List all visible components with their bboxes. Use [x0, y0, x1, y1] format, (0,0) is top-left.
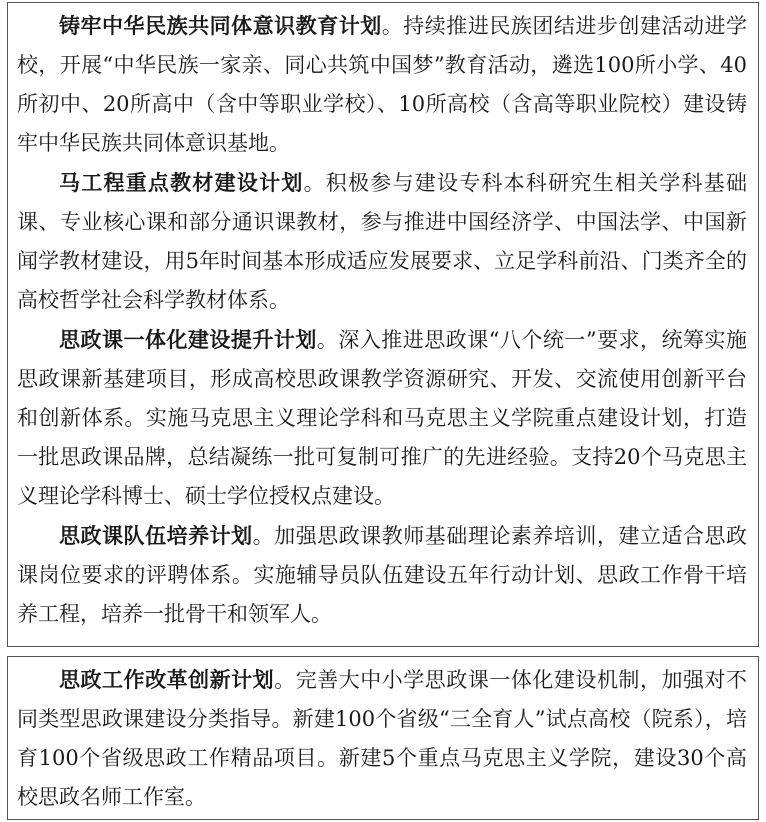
paragraph-body: 。完善大中小学思政课一体化建设机制，加强对不同类型思政课建设分类指导。新建100个省级“三全育人”试点高校（院系），培育100个省级思政工作精品项目。新建5个重点马克思主义学院，建设30个高校思政名师工作室。 [17, 668, 748, 809]
paragraph-heading: 思政工作改革创新计划 [59, 667, 275, 692]
paragraph-body: 。加强思政课教师基础理论素养培训，建立适合思政课岗位要求的评聘体系。实施辅导员队伍建设五年行动计划、思政工作骨干培养工程，培养一批骨干和领军人。 [17, 524, 748, 626]
paragraph-body: 。积极参与建设专科本科研究生相关学科基础课、专业核心课和部分通识课教材，参与推进中国经济学、中国法学、中国新闻学教材建设，用5年时间基本形成适应发展要求、立足学科前沿、门类齐全的高校哲学社会科学教材体系。 [17, 171, 748, 312]
paragraph-heading: 思政课队伍培养计划 [59, 523, 253, 548]
paragraph-heading: 马工程重点教材建设计划 [59, 170, 304, 195]
paragraph-integration-plan [17, 320, 747, 516]
paragraph-textbook-plan [17, 163, 747, 320]
paragraph-reform-plan [17, 660, 747, 817]
text-box-lower [7, 656, 759, 820]
paragraph-teacher-team-plan [17, 516, 747, 634]
paragraph-body: 。持续推进民族团结进步创建活动进学校，开展“中华民族一家亲、同心共筑中国梦”教育活动，遴选100所小学、40所初中、20所高中（含中等职业学校）、10所高校（含高等职业院校）建设铸牢中华民族共同体意识基地。 [17, 14, 748, 155]
text-box-upper [7, 2, 759, 647]
paragraph-body: 。深入推进思政课“八个统一”要求，统筹实施思政课新基建项目，形成高校思政课教学资源研究、开发、交流使用创新平台和创新体系。实施马克思主义理论学科和马克思主义学院重点建设计划，打造一批思政课品牌，总结凝练一批可复制可推广的先进经验。支持20个马克思主义理论学科博士、硕士学位授权点建设。 [17, 328, 747, 508]
paragraph-heading: 铸牢中华民族共同体意识教育计划 [59, 13, 382, 38]
paragraph-heading: 思政课一体化建设提升计划 [59, 327, 317, 352]
paragraph-ethnic-unity-plan [17, 6, 747, 163]
